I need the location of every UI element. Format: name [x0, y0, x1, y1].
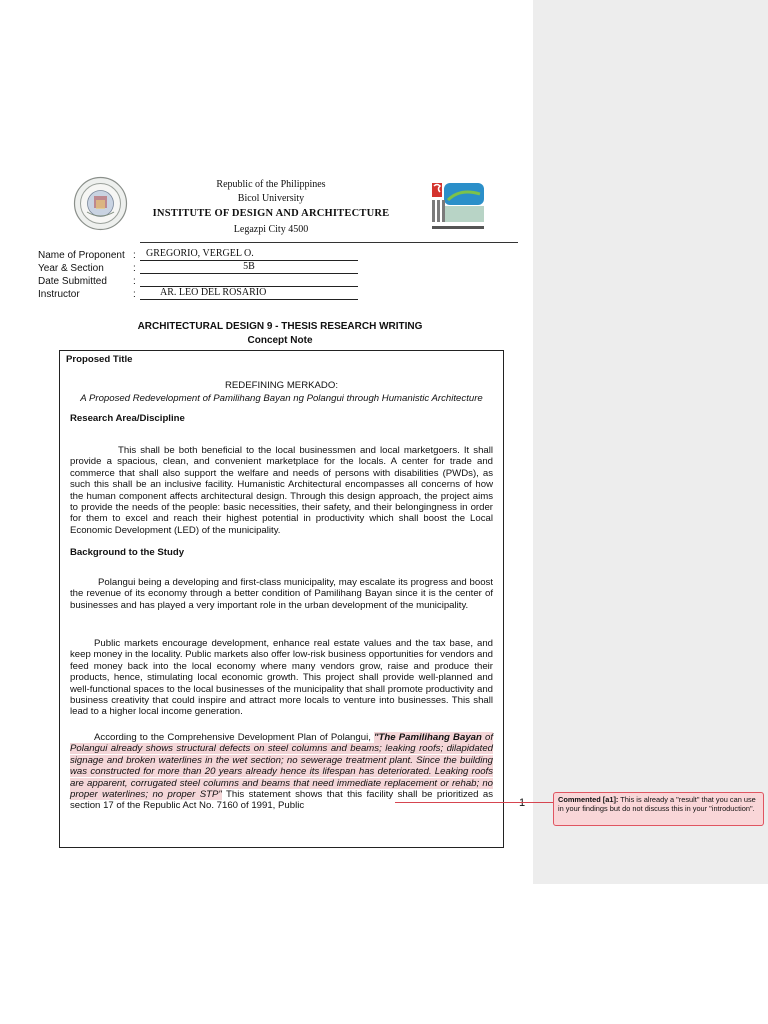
- comment-connector-line: [395, 802, 555, 803]
- proposed-title-subtitle: A Proposed Redevelopment of Pamilihang Bayan ng Polangui through Humanistic Architecture: [80, 393, 483, 404]
- header-rule: [140, 242, 518, 243]
- proposed-title-label: Proposed Title: [66, 354, 133, 365]
- research-area-label: Research Area/Discipline: [70, 413, 185, 424]
- info-colon: :: [133, 250, 136, 261]
- proposed-title-main: REDEFINING MERKADO:: [224, 380, 338, 391]
- document-title: ARCHITECTURAL DESIGN 9 - THESIS RESEARCH WRITING: [137, 321, 423, 332]
- header-republic: Republic of the Philippines: [216, 179, 326, 190]
- highlighted-quote-title: "The Pamilihang Bayan: [374, 732, 482, 743]
- background-label: Background to the Study: [70, 547, 185, 558]
- info-label-date: Date Submitted: [38, 276, 107, 287]
- concept-note-box: [59, 350, 504, 848]
- research-area-text: This shall be both beneficial to the local businessmen and local marketgoers. It shall provide a spacious, clean, and convenient marketplace for the locals. A center for trade and commerce that shall also support the welfare and needs of persons with disabilities (PWDs), as such this shall be an inclusive facility. Humanistic Architectural encompasses all concerns of how the human component affects architectural design. Through this design approach, the project aims to provide the needs of the people: basic necessities, their safety, and their belongingness in order for them to excel and reach their highest potential in productivity which shall boost the Local Economic Development (LED) of the municipality.: [70, 445, 493, 536]
- comment-text: This is already a "result" that you can use in your findings but do not discuss this in your "introduction".: [558, 795, 756, 813]
- comment-author: Commented [a1]:: [558, 795, 619, 804]
- background-paragraph-2: Public markets encourage development, enhance real estate values and the tax base, and keep money in the locality. Public markets also offer low-risk business opportunities for vendors and feed money back into the local economy where many vendors grow, raise and produce their products, hence, stimulating local economic growth. This project shall provide well-planned and well-functional spaces to the local businesses of the municipality that shall promote productivity and business creativity that could inspire and attract more locals to venture into businesses. This shall lead to a higher local income generation.: [70, 638, 493, 718]
- info-label-proponent: Name of Proponent: [38, 250, 125, 261]
- info-colon: :: [133, 276, 136, 287]
- info-colon: :: [133, 289, 136, 300]
- header-institute: INSTITUTE OF DESIGN AND ARCHITECTURE: [152, 208, 390, 219]
- info-value-proponent: GREGORIO, VERGEL O.: [140, 248, 358, 261]
- document-subtitle: Concept Note: [247, 335, 313, 346]
- background-paragraph-3: [70, 732, 493, 812]
- comment-balloon[interactable]: [553, 792, 764, 826]
- comments-margin-pane: [533, 0, 768, 884]
- info-label-section: Year & Section: [38, 263, 104, 274]
- page-number: 1: [519, 797, 526, 809]
- header-city: Legazpi City 4500: [233, 224, 309, 235]
- bg-p3-end: This statement shows that this facility shall be prioritized as section 17 of the Republic Act No. 7160 of 1991, Public: [70, 789, 494, 812]
- info-value-instructor: AR. LEO DEL ROSARIO: [140, 287, 358, 300]
- highlighted-quote-body: of Polangui already shows structural defects on steel columns and beams; leaking roofs; dilapidated signage and broken waterlines in the wet section; no sewerage treatment plant. Since the building was constructed for more than 20 years already hence its lifespan has deteriorated. Leaking roofs are apparent, corrugated steel columns and beams that need immediate replacement or rehab; no proper waterlines; no proper STP": [70, 732, 493, 801]
- info-value-section: 5B: [140, 261, 358, 274]
- bicol-university-seal-icon: [73, 176, 128, 231]
- header-university: Bicol University: [237, 193, 305, 204]
- institute-logo-icon: [430, 180, 488, 236]
- background-paragraph-1: Polangui being a developing and first-class municipality, may escalate its progress and boost the revenue of its economy through a better condition of Pamilihang Bayan since it is the center of businesses and has played a very important role in the urban development of the municipality.: [70, 577, 493, 611]
- bg-p3-start: According to the Comprehensive Development Plan of Polangui,: [94, 732, 374, 743]
- info-label-instructor: Instructor: [38, 289, 80, 300]
- info-value-date: [140, 274, 358, 287]
- info-colon: :: [133, 263, 136, 274]
